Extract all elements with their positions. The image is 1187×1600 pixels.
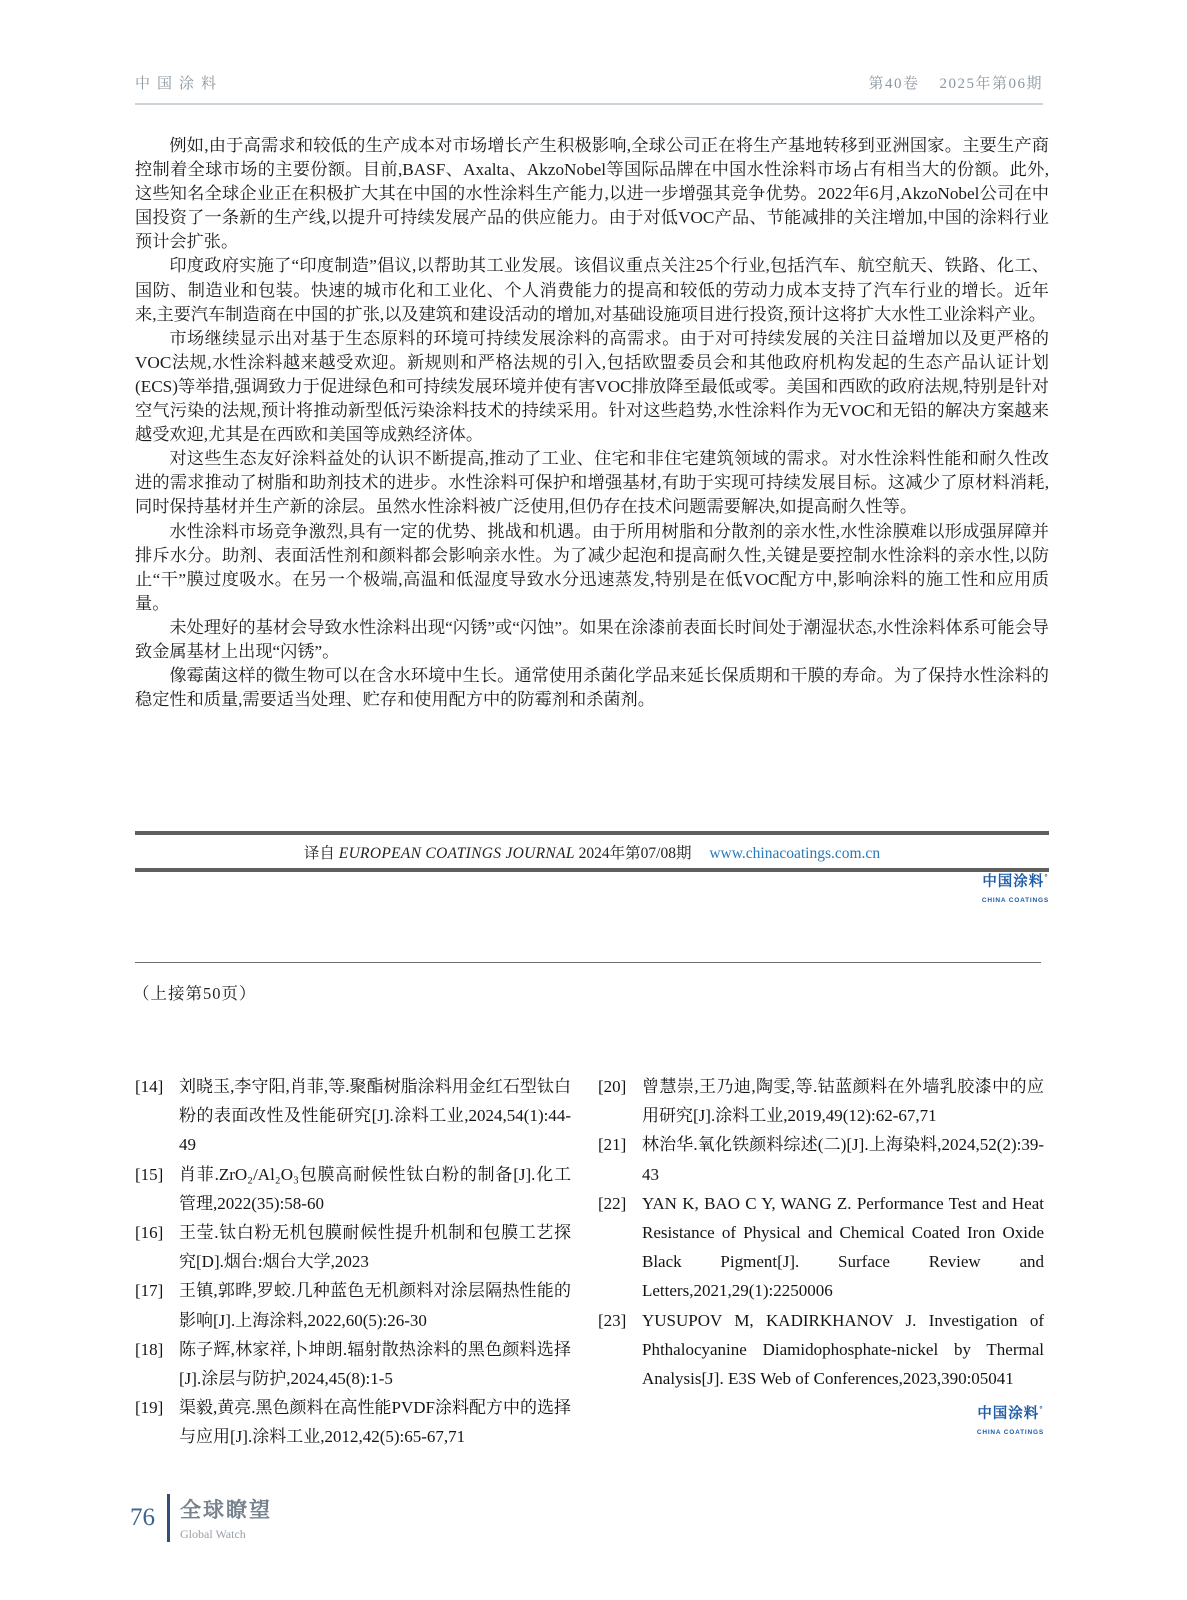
article-paragraph: 市场继续显示出对基于生态原料的环境可持续发展涂料的高需求。由于对可持续发展的关注日益增加以及更严格的VOC法规,水性涂料越来越受欢迎。新规则和严格法规的引入,包括欧盟委员会和其他政府机构发起的生态产品认证计划(ECS)等举措,强调致力于促进绿色和可持续发展环境并使有害VOC排放降至最低或零。美国和西欧的政府法规,特别是针对空气污染的法规,预计将推动新型低污染涂料技术的持续采用。针对这些趋势,水性涂料作为无VOC和无铅的解决方案越来越受欢迎,尤其是在西欧和美国等成熟经济体。 bbox=[135, 328, 1049, 445]
reference-text: 刘晓玉,李守阳,肖菲,等.聚酯树脂涂料用金红石型钛白粉的表面改性及性能研究[J].涂料工业,2024,54(1):44-49 bbox=[179, 1077, 571, 1155]
section-divider-line bbox=[135, 962, 1041, 963]
logo-trademark-mark: ° bbox=[1044, 873, 1049, 883]
china-coatings-logo bbox=[982, 874, 1049, 906]
page-number: 76 bbox=[130, 1504, 155, 1531]
footer-divider-bar bbox=[167, 1494, 170, 1542]
reference-text: 林治华.氧化铁颜料综述(二)[J].上海染料,2024,52(2):39-43 bbox=[642, 1135, 1044, 1184]
source-citation bbox=[135, 831, 1049, 872]
reference-number: [17] bbox=[135, 1281, 164, 1301]
reference-number: [21] bbox=[598, 1135, 627, 1155]
reference-number: [22] bbox=[598, 1193, 627, 1213]
magazine-title: 中国涂料 bbox=[135, 76, 224, 92]
reference-number: [19] bbox=[135, 1398, 164, 1418]
reference-item bbox=[598, 1072, 1044, 1130]
reference-text: 肖菲.ZrO₂/Al₂O₃包膜高耐候性钛白粉的制备[J].化工管理,2022(35):58-60 bbox=[179, 1164, 571, 1213]
reference-item bbox=[598, 1189, 1044, 1306]
brand-logo-slot bbox=[135, 874, 1049, 907]
reference-text: 渠毅,黄亮.黑色颜料在高性能PVDF涂料配方中的选择与应用[J].涂料工业,2012,42(5):65-67,71 bbox=[179, 1398, 571, 1447]
reference-text: YUSUPOV M, KADIRKHANOV J. Investigation of Phthalocyanine Diamidophosphate-nickel by Thermal Analysis[J]. E3S Web of Conferences,2023,390:05041 bbox=[642, 1310, 1044, 1389]
reference-number: [15] bbox=[135, 1164, 164, 1184]
website-link[interactable]: www.chinacoatings.com.cn bbox=[709, 845, 881, 862]
reference-item bbox=[598, 1306, 1044, 1394]
reference-item bbox=[598, 1130, 1044, 1188]
reference-number: [18] bbox=[135, 1339, 164, 1359]
reference-text: YAN K, BAO C Y, WANG Z. Performance Test and Heat Resistance of Physical and Chemical Coated Iron Oxide Black Pigment[J]. Surface Review and Letters,2021,29(1):2250006 bbox=[642, 1193, 1044, 1301]
article-paragraph: 水性涂料市场竞争激烈,具有一定的优势、挑战和机遇。由于所用树脂和分散剂的亲水性,水性涂膜难以形成强屏障并排斥水分。助剂、表面活性剂和颜料都会影响亲水性。为了减少起泡和提高耐久性,关键是要控制水性涂料的亲水性,以防止“干”膜过度吸水。在另一个极端,高温和低湿度导致水分迅速蒸发,特别是在低VOC配方中,影响涂料的施工性和应用质量。 bbox=[135, 521, 1049, 613]
article-paragraph: 对这些生态友好涂料益处的认识不断提高,推动了工业、住宅和非住宅建筑领域的需求。对水性涂料性能和耐久性改进的需求推动了树脂和助剂技术的进步。水性涂料可保护和增强基材,有助于实现可持续发展目标。这减少了原材料消耗,同时保持基材并生产新的涂层。虽然水性涂料被广泛使用,但仍存在技术问题需要解决,如提高耐久性等。 bbox=[135, 449, 1049, 517]
citation-journal-name: EUROPEAN COATINGS JOURNAL bbox=[338, 845, 575, 862]
reference-item bbox=[135, 1393, 571, 1451]
section-name-block bbox=[180, 1494, 272, 1542]
reference-item bbox=[135, 1276, 571, 1334]
china-coatings-logo bbox=[977, 1406, 1044, 1438]
reference-item bbox=[135, 1335, 571, 1393]
page-footer bbox=[130, 1494, 272, 1542]
reference-text: 王镇,郭晔,罗蛟.几种蓝色无机颜料对涂层隔热性能的影响[J].上海涂料,2022,60(5):26-30 bbox=[179, 1281, 571, 1330]
article-paragraph: 例如,由于高需求和较低的生产成本对市场增长产生积极影响,全球公司正在将生产基地转移到亚洲国家。主要生产商控制着全球市场的主要份额。目前,BASF、Axalta、AkzoNobel等国际品牌在中国水性涂料市场占有相当大的份额。此外,这些知名全球企业正在积极扩大其在中国的水性涂料生产能力,以进一步增强其竞争优势。2022年6月,AkzoNobel公司在中国投资了一条新的生产线,以提升可持续发展产品的供应能力。由于对低VOC产品、节能减排的关注增加,中国的涂料行业预计会扩张。 bbox=[135, 136, 1049, 252]
logo-text-en: CHINA COATINGS bbox=[976, 1429, 1044, 1436]
reference-item bbox=[135, 1072, 571, 1160]
reference-item bbox=[135, 1218, 571, 1276]
logo-text-cn: 中国涂料° bbox=[977, 1405, 1044, 1422]
citation-issue: 2024年第07/08期 bbox=[578, 845, 692, 862]
logo-text-en: CHINA COATINGS bbox=[981, 897, 1049, 904]
article-paragraph: 未处理好的基材会导致水性涂料出现“闪锈”或“闪蚀”。如果在涂漆前表面长时间处于潮湿状态,水性涂料体系可能会导致金属基材上出现“闪锈”。 bbox=[135, 617, 1049, 661]
references-left-column bbox=[135, 1072, 571, 1452]
reference-number: [16] bbox=[135, 1223, 164, 1243]
logo-text-cn: 中国涂料° bbox=[982, 873, 1049, 890]
citation-prefix: 译自 bbox=[303, 845, 335, 862]
section-name-en: Global Watch bbox=[180, 1527, 246, 1541]
volume-label: 第40卷 bbox=[868, 76, 920, 92]
reference-number: [23] bbox=[598, 1310, 627, 1330]
article-paragraph: 印度政府实施了“印度制造”倡议,以帮助其工业发展。该倡议重点关注25个行业,包括汽车、航空航天、铁路、化工、国防、制造业和包装。快速的城市化和工业化、个人消费能力的提高和较低的劳动力成本支持了汽车行业的增长。近年来,主要汽车制造商在中国的扩张,以及建筑和建设活动的增加,对基础设施项目进行投资,预计这将扩大水性工业涂料产业。 bbox=[135, 256, 1049, 324]
section-name-cn: 全球瞭望 bbox=[180, 1499, 272, 1522]
reference-item bbox=[135, 1160, 571, 1218]
article-body bbox=[135, 134, 1049, 712]
reference-number: [14] bbox=[135, 1077, 164, 1096]
page-header bbox=[135, 72, 1043, 105]
article-paragraph: 像霉菌这样的微生物可以在含水环境中生长。通常使用杀菌化学品来延长保质期和干膜的寿命。为了保持水性涂料的稳定性和质量,需要适当处理、贮存和使用配方中的防霉剂和杀菌剂。 bbox=[135, 666, 1049, 710]
issue-info bbox=[868, 72, 1043, 93]
reference-text: 曾慧崇,王乃迪,陶雯,等.钴蓝颜料在外墙乳胶漆中的应用研究[J].涂料工业,2019,49(12):62-67,71 bbox=[642, 1077, 1044, 1126]
continued-from-note: （上接第50页） bbox=[133, 984, 257, 1003]
reference-text: 王莹.钛白粉无机包膜耐候性提升机制和包膜工艺探究[D].烟台:烟台大学,2023 bbox=[179, 1223, 571, 1272]
issue-number-label: 2025年第06期 bbox=[939, 76, 1043, 92]
reference-number: [20] bbox=[598, 1077, 627, 1096]
references-right-column bbox=[598, 1072, 1044, 1393]
reference-text: 陈子辉,林家祥,卜坤朗.辐射散热涂料的黑色颜料选择[J].涂层与防护,2024,45(8):1-5 bbox=[179, 1339, 571, 1389]
brand-logo-slot bbox=[598, 1406, 1044, 1439]
logo-trademark-mark: ° bbox=[1039, 1405, 1044, 1415]
